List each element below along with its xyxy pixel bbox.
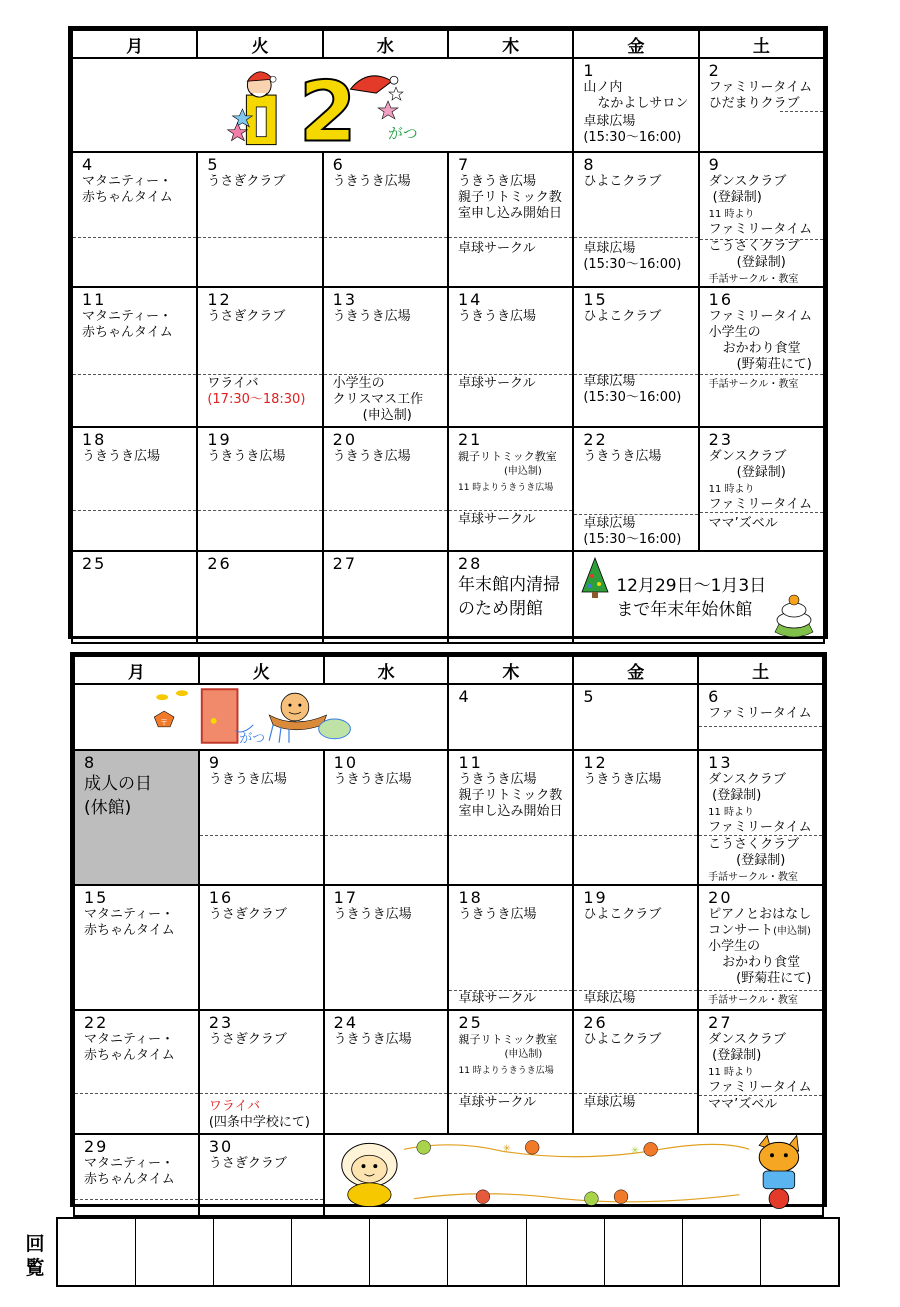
- event-text: 卓球サークル: [458, 1095, 537, 1110]
- event-text: (15:30〜16:00): [583, 257, 682, 272]
- event-text: 赤ちゃんタイム: [82, 190, 173, 205]
- day-number: 11: [458, 753, 483, 772]
- event-text: ダンスクラブ: [708, 174, 787, 189]
- event-text: 卓球サークル: [457, 376, 536, 391]
- event-text: (登録制): [712, 1048, 762, 1063]
- closed-day-cell: [74, 750, 199, 885]
- cat-icon: [759, 1136, 798, 1209]
- event-text: 親子リトミック教室: [458, 1033, 558, 1046]
- event-text: うきうき広場: [583, 772, 662, 787]
- weekday-wed: 水: [323, 30, 448, 58]
- day-number: 2: [708, 61, 721, 80]
- divider: [75, 1093, 198, 1094]
- event-text: 11 時より: [708, 1067, 755, 1078]
- event-text: 11 時より: [708, 484, 755, 495]
- day-cell: [323, 427, 448, 551]
- event-text: 赤ちゃんタイム: [84, 1172, 175, 1187]
- event-text: 手話サークル・教室: [708, 379, 799, 390]
- event-text: うさぎクラブ: [208, 1032, 287, 1047]
- day-number: 8: [84, 753, 97, 772]
- day-number: 26: [207, 554, 232, 573]
- divider: [73, 374, 196, 375]
- holiday-dates: 12月29日〜1月3日: [616, 576, 767, 596]
- weekday-sat: 土: [699, 30, 824, 58]
- event-text: 親子リトミック教: [457, 190, 562, 205]
- event-text: 赤ちゃんタイム: [84, 1048, 175, 1063]
- event-text: 室申し込み開始日: [457, 206, 562, 221]
- divider: [73, 237, 196, 238]
- day-cell: [448, 152, 573, 287]
- divider: [200, 1093, 323, 1094]
- day-cell: [199, 885, 324, 1010]
- day-number: 16: [708, 290, 733, 309]
- event-text: ひだまりクラブ: [708, 96, 800, 111]
- day-number: 6: [708, 687, 721, 706]
- event-text: (申込制): [773, 926, 811, 937]
- day-cell: [573, 885, 698, 1010]
- divider: [73, 510, 196, 511]
- day-number: 20: [708, 888, 733, 907]
- day-number: 11: [82, 290, 107, 309]
- event-text: (15:30〜16:00): [583, 130, 682, 145]
- day-cell: [448, 427, 573, 551]
- divider: [699, 1095, 822, 1096]
- month-number: 2: [298, 63, 357, 147]
- day-cell: [324, 885, 449, 1010]
- event-text: ママ’ズベル: [708, 1097, 778, 1112]
- event-text: うさぎクラブ: [208, 907, 287, 922]
- event-text: うきうき広場: [82, 449, 161, 464]
- event-text: 赤ちゃんタイム: [84, 923, 175, 938]
- day-cell: [197, 287, 322, 427]
- event-text: ひよこクラブ: [583, 309, 662, 324]
- event-text: 手話サークル・教室: [708, 872, 798, 883]
- event-text: (申込制): [503, 466, 542, 477]
- sheep-and-cat-illustration: [325, 1135, 822, 1211]
- circulation-label: 回 覧: [25, 1233, 45, 1279]
- divider: [198, 237, 321, 238]
- weekday-thu: 木: [448, 30, 573, 58]
- day-cell: [448, 885, 573, 1010]
- holiday-notice: [616, 574, 766, 622]
- day-number: 12: [207, 290, 232, 309]
- day-number: 26: [583, 1013, 608, 1032]
- day-number: 6: [332, 155, 345, 174]
- day-cell: [573, 1010, 698, 1134]
- divider: [574, 514, 697, 515]
- stamp-box[interactable]: [214, 1219, 292, 1286]
- event-text: ピアノとおはなし: [708, 907, 812, 922]
- event-text: ファミリータイム: [708, 497, 813, 512]
- divider: [449, 374, 572, 375]
- day-number: 12: [583, 753, 608, 772]
- divider: [198, 510, 321, 511]
- event-text: 卓球サークル: [457, 512, 536, 527]
- day-cell: [323, 287, 448, 427]
- day-cell: [197, 551, 322, 643]
- event-text: うきうき広場: [458, 772, 537, 787]
- event-text: 11 時よりうきうき広場: [457, 483, 554, 493]
- day-cell: [448, 1010, 573, 1134]
- divider: [198, 374, 321, 375]
- event-text: マタニティー・: [82, 309, 172, 324]
- event-text: 卓球サークル: [458, 991, 537, 1006]
- divider: [449, 237, 572, 238]
- weekday-mon: 月: [72, 30, 197, 58]
- event-text: うさぎクラブ: [208, 1156, 287, 1171]
- event-text: 卓球広場: [583, 114, 636, 129]
- event-text: うきうき広場: [457, 309, 536, 324]
- event-text: うきうき広場: [333, 1032, 412, 1047]
- event-text: 室申し込み開始日: [458, 804, 563, 819]
- event-time: (17:30〜18:30): [207, 392, 306, 407]
- event-text: うきうき広場: [208, 772, 287, 787]
- day-cell: [72, 427, 197, 551]
- event-text: 赤ちゃんタイム: [82, 325, 173, 340]
- day-cell: [573, 684, 698, 750]
- day-number: 18: [458, 888, 483, 907]
- event-text: 山ノ内: [583, 80, 623, 95]
- weekday-mon: 月: [74, 656, 199, 684]
- day-number: 4: [82, 155, 95, 174]
- event-text: (登録制): [736, 853, 786, 868]
- event-text: マタニティー・: [84, 907, 174, 922]
- divider: [699, 990, 822, 991]
- day-cell: [699, 287, 824, 427]
- divider: [200, 835, 323, 836]
- day-cell: [698, 750, 823, 885]
- day-number: 25: [458, 1013, 483, 1032]
- day-number: 9: [708, 155, 721, 174]
- stamp-box[interactable]: [370, 1219, 448, 1286]
- day-cell: [197, 152, 322, 287]
- sparkle-icon: ✳: [630, 1145, 639, 1157]
- weekday-fri: 金: [573, 656, 698, 684]
- day-number: 23: [708, 430, 733, 449]
- event-text: 小学生の: [332, 376, 385, 391]
- day-cell: [699, 58, 824, 152]
- event-text: うさぎクラブ: [207, 309, 286, 324]
- event-text: ファミリータイム: [708, 1080, 812, 1095]
- event-text: (申込制): [362, 408, 412, 423]
- event-text: (登録制): [712, 788, 762, 803]
- day-number: 19: [583, 888, 608, 907]
- divider: [449, 835, 572, 836]
- event-text: (登録制): [736, 465, 786, 480]
- weekday-sat: 土: [698, 656, 823, 684]
- day-number: 5: [207, 155, 220, 174]
- event-text: ひよこクラブ: [583, 1032, 662, 1047]
- day-cell: [324, 750, 449, 885]
- divider: [574, 835, 697, 836]
- event-text: 卓球サークル: [457, 241, 536, 256]
- day-number: 16: [208, 888, 234, 907]
- december-calendar: [68, 26, 828, 639]
- divider: [699, 726, 822, 727]
- day-number: 25: [82, 554, 107, 573]
- divider: [700, 374, 823, 375]
- weekday-fri: 金: [573, 30, 698, 58]
- day-cell: [573, 427, 698, 551]
- event-text: ファミリータイム: [708, 820, 812, 835]
- day-number: 27: [708, 1013, 733, 1032]
- day-cell: [573, 58, 698, 152]
- divider: [325, 1093, 448, 1094]
- event-text: ワライバ: [208, 1099, 261, 1114]
- sheep-icon: [341, 1143, 396, 1206]
- event-text: ファミリータイム: [708, 706, 812, 721]
- event-text: (野菊荘にて): [736, 971, 812, 986]
- child-face-icon: [281, 693, 309, 721]
- day-cell: [448, 750, 573, 885]
- event-text: 親子リトミック教: [458, 788, 563, 803]
- event-text: (15:30〜16:00): [583, 390, 682, 405]
- event-text: 11 時より: [708, 807, 755, 818]
- stamp-box[interactable]: [760, 1219, 838, 1286]
- day-number: 30: [208, 1137, 234, 1156]
- event-text: うきうき広場: [332, 449, 411, 464]
- day-number: 15: [583, 290, 608, 309]
- day-number: 15: [84, 888, 109, 907]
- event-text: おかわり食堂: [722, 341, 801, 356]
- event-text: ファミリータイム: [708, 309, 813, 324]
- stamp-box[interactable]: [526, 1219, 604, 1286]
- stamp-box[interactable]: [58, 1219, 136, 1286]
- event-text: コンサート: [708, 923, 774, 938]
- holiday-notice-cell: [573, 551, 824, 643]
- event-text: 卓球広場: [583, 991, 636, 1006]
- event-text: ひよこクラブ: [583, 907, 662, 922]
- event-text: ダンスクラブ: [708, 1032, 786, 1047]
- day-number: 29: [84, 1137, 109, 1156]
- kite-stamp: [202, 689, 238, 742]
- day-cell: [698, 684, 823, 750]
- day-number: 10: [333, 753, 359, 772]
- event-text: こうさくクラブ: [708, 837, 800, 852]
- event-text: のため閉館: [457, 599, 543, 619]
- decoration-cell: [324, 1134, 823, 1216]
- event-text: うきうき広場: [333, 907, 412, 922]
- day-cell: [72, 287, 197, 427]
- january-calendar: [70, 652, 827, 1207]
- event-text: 手話サークル・教室: [708, 995, 798, 1006]
- event-text: 11 時よりうきうき広場: [458, 1066, 554, 1076]
- stamp-box[interactable]: [682, 1219, 760, 1286]
- day-number: 14: [457, 290, 483, 309]
- event-text: うきうき広場: [332, 309, 411, 324]
- day-cell: [199, 1010, 324, 1134]
- day-cell: [573, 152, 698, 287]
- divider: [325, 835, 448, 836]
- event-text: うきうき広場: [457, 174, 536, 189]
- event-text: 卓球広場: [583, 241, 636, 256]
- event-text: ファミリータイム: [708, 222, 813, 237]
- day-cell: [573, 287, 698, 427]
- divider: [574, 237, 697, 238]
- day-cell: [324, 1010, 449, 1134]
- event-text: 小学生の: [708, 325, 761, 340]
- day-number: 5: [583, 687, 596, 706]
- event-text: (四条中学校にて): [208, 1115, 310, 1130]
- event-text: (登録制): [736, 255, 786, 270]
- event-text: (申込制): [504, 1049, 543, 1060]
- event-text: うきうき広場: [458, 907, 537, 922]
- day-number: 21: [457, 430, 483, 449]
- day-cell: [448, 684, 573, 750]
- day-number: 13: [332, 290, 358, 309]
- event-text: おかわり食堂: [722, 955, 801, 970]
- event-text: 11 時より: [708, 209, 755, 220]
- event-text: ママ’ズベル: [708, 516, 778, 531]
- event-text: 卓球広場: [583, 1095, 636, 1110]
- event-text: ダンスクラブ: [708, 449, 787, 464]
- event-text: ひよこクラブ: [583, 174, 662, 189]
- event-text: 卓球広場: [583, 374, 636, 389]
- christmas-tree-icon: [580, 556, 610, 600]
- day-number: 27: [332, 554, 358, 573]
- january-banner: [74, 684, 448, 750]
- divider: [449, 510, 572, 511]
- day-cell: [699, 152, 824, 287]
- divider: [699, 835, 822, 836]
- stamp-box[interactable]: [604, 1219, 682, 1286]
- day-number: 18: [82, 430, 107, 449]
- day-cell: [74, 885, 199, 1010]
- event-text: マタニティー・: [82, 174, 172, 189]
- event-text: 卓球広場: [583, 516, 636, 531]
- weekday-tue: 火: [199, 656, 324, 684]
- weekday-tue: 火: [197, 30, 322, 58]
- day-cell: [72, 551, 197, 643]
- day-number: 7: [457, 155, 471, 174]
- day-number: 8: [583, 155, 596, 174]
- month-suffix: がつ: [388, 124, 418, 143]
- day-number: 28: [457, 554, 483, 573]
- event-text: うさぎクラブ: [207, 174, 286, 189]
- event-text: 小学生の: [708, 939, 761, 954]
- divider: [324, 374, 447, 375]
- day-cell: [197, 427, 322, 551]
- event-text: マタニティー・: [84, 1032, 174, 1047]
- day-number: 20: [332, 430, 358, 449]
- new-year-kite-illustration: [75, 685, 447, 745]
- kite-mark: 〒: [160, 717, 169, 727]
- stamp-box[interactable]: [292, 1219, 370, 1286]
- day-cell: [72, 152, 197, 287]
- day-number: 23: [208, 1013, 234, 1032]
- weekday-wed: 水: [324, 656, 449, 684]
- event-text: (登録制): [712, 190, 762, 205]
- month-suffix: がつ: [239, 731, 266, 745]
- circulation-stamp-boxes: [56, 1217, 840, 1287]
- event-text: マタニティー・: [84, 1156, 174, 1171]
- day-cell: [698, 1010, 823, 1134]
- day-cell: [323, 152, 448, 287]
- divider: [324, 510, 447, 511]
- kagami-mochi-icon: [771, 588, 817, 638]
- stamp-box[interactable]: [136, 1219, 214, 1286]
- day-cell: [74, 1010, 199, 1134]
- sparkle-icon: ✳: [502, 1143, 511, 1155]
- december-banner: [72, 58, 573, 152]
- day-cell: [448, 287, 573, 427]
- holiday-text: まで年末年始休館: [616, 600, 753, 620]
- divider: [200, 1199, 323, 1200]
- event-text: (15:30〜16:00): [583, 532, 682, 547]
- event-text: こうさくクラブ: [708, 239, 800, 254]
- stamp-box[interactable]: [448, 1219, 526, 1286]
- day-cell: [573, 750, 698, 885]
- day-number: 22: [583, 430, 608, 449]
- event-text: 手話サークル・教室: [708, 274, 799, 285]
- day-number: 1: [583, 61, 596, 80]
- event-text: ワライバ: [207, 376, 259, 391]
- event-text: ファミリータイム: [708, 80, 813, 95]
- day-cell: [323, 551, 448, 643]
- event-text: うきうき広場: [207, 449, 286, 464]
- day-cell: [448, 551, 573, 643]
- day-number: 17: [333, 888, 359, 907]
- divider: [324, 237, 447, 238]
- divider: [75, 1199, 198, 1200]
- divider: [449, 1093, 572, 1094]
- day-number: 13: [708, 753, 733, 772]
- day-cell: [199, 1134, 324, 1216]
- closed-label: (休館): [84, 798, 132, 818]
- day-cell: [698, 885, 823, 1010]
- holiday-name: 成人の日: [84, 774, 152, 794]
- divider: [574, 1093, 697, 1094]
- event-text: 年末館内清掃: [457, 575, 560, 595]
- event-text: クリスマス工作: [332, 392, 424, 407]
- event-text: 親子リトミック教室: [457, 450, 557, 463]
- weekday-thu: 木: [448, 656, 573, 684]
- day-cell: [74, 1134, 199, 1216]
- day-cell: [699, 427, 824, 551]
- event-text: (野菊荘にて): [736, 357, 812, 372]
- event-text: うきうき広場: [333, 772, 412, 787]
- divider: [700, 512, 823, 513]
- day-number: 19: [207, 430, 232, 449]
- santa-chimney-illustration: [73, 59, 572, 147]
- event-text: うきうき広場: [332, 174, 411, 189]
- divider: [780, 111, 823, 112]
- day-number: 24: [333, 1013, 359, 1032]
- day-number: 22: [84, 1013, 109, 1032]
- day-number: 4: [458, 687, 471, 706]
- event-text: ダンスクラブ: [708, 772, 786, 787]
- event-text: なかよしサロン: [597, 96, 689, 111]
- day-number: 9: [208, 753, 222, 772]
- event-text: うきうき広場: [583, 449, 662, 464]
- day-cell: [199, 750, 324, 885]
